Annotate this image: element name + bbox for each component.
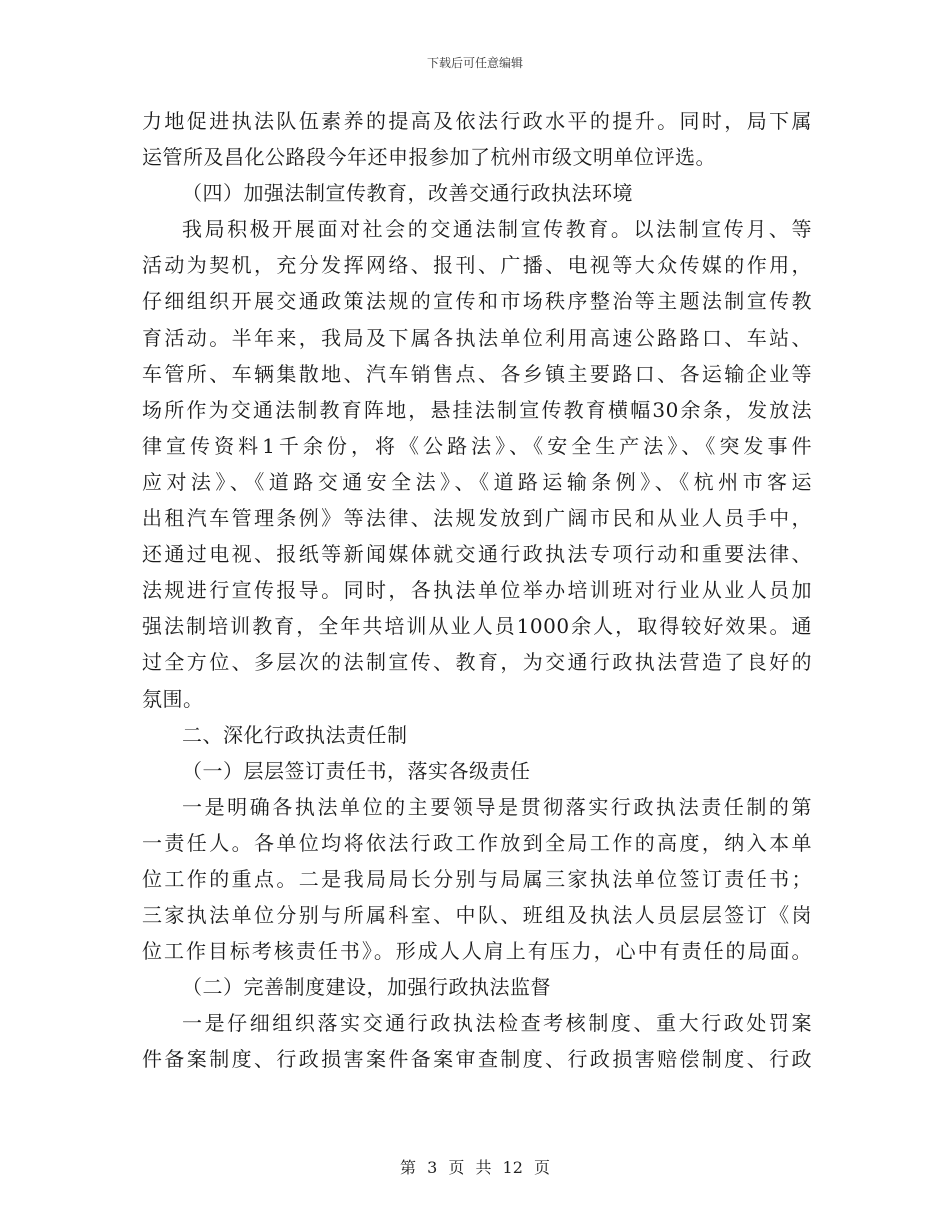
header-note: 下载后可任意编辑 (426, 56, 523, 70)
body-line: 律宣传资料1千余份，将《公路法》、《安全生产法》、《突发事件 (142, 433, 812, 458)
document-body (142, 103, 812, 1078)
body-line: 育活动。半年来，我局及下属各执法单位利用高速公路路口、车站、 (142, 325, 812, 350)
body-line: 还通过电视、报纸等新闻媒体就交通行政执法专项行动和重要法律、 (142, 542, 812, 567)
section-heading: （四）加强法制宣传教育，改善交通行政执法环境 (182, 181, 633, 206)
body-line: 位工作的重点。二是我局局长分别与局属三家执法单位签订责任书； (142, 866, 812, 891)
page-number: 第 3 页 共 12 页 (400, 1158, 550, 1177)
paragraph-first-line: 一是明确各执法单位的主要领导是贯彻落实行政执法责任制的第 (182, 794, 812, 819)
body-line: 车管所、车辆集散地、汽车销售点、各乡镇主要路口、各运输企业等 (142, 361, 812, 386)
body-line: 一责任人。各单位均将依法行政工作放到全局工作的高度，纳入本单 (142, 830, 812, 855)
body-line: 三家执法单位分别与所属科室、中队、班组及执法人员层层签订《岗 (142, 903, 812, 928)
section-heading: （二）完善制度建设，加强行政执法监督 (182, 975, 551, 1000)
body-line: 位工作目标考核责任书》。形成人人肩上有压力，心中有责任的局面。 (142, 939, 812, 964)
body-line: 运管所及昌化公路段今年还申报参加了杭州市级文明单位评选。 (142, 145, 716, 170)
body-line: 活动为契机，充分发挥网络、报刊、广播、电视等大众传媒的作用， (142, 253, 812, 278)
body-line: 氛围。 (142, 686, 204, 711)
section-heading: （一）层层签订责任书，落实各级责任 (182, 758, 531, 783)
body-line: 仔细组织开展交通政策法规的宣传和市场秩序整治等主题法制宣传教 (142, 289, 812, 314)
body-line: 力地促进执法队伍素养的提高及依法行政水平的提升。同时，局下属 (142, 109, 812, 133)
body-line: 件备案制度、行政损害案件备案审查制度、行政损害赔偿制度、行政 (142, 1047, 812, 1072)
paragraph-first-line: 一是仔细组织落实交通行政执法检查考核制度、重大行政处罚案 (182, 1011, 812, 1036)
body-line: 场所作为交通法制教育阵地，悬挂法制宣传教育横幅30余条，发放法 (142, 397, 812, 422)
body-line: 强法制培训教育，全年共培训从业人员1000余人，取得较好效果。通 (142, 614, 812, 639)
section-heading: 二、深化行政执法责任制 (182, 722, 408, 747)
body-line: 应对法》、《道路交通安全法》、《道路运输条例》、《杭州市客运 (142, 469, 812, 494)
body-line: 过全方位、多层次的法制宣传、教育，为交通行政执法营造了良好的 (142, 650, 812, 675)
body-line: 出租汽车管理条例》等法律、法规发放到广阔市民和从业人员手中， (142, 506, 812, 531)
body-line: 法规进行宣传报导。同时，各执法单位举办培训班对行业从业人员加 (142, 578, 812, 603)
paragraph-first-line: 我局积极开展面对社会的交通法制宣传教育。以法制宣传月、等 (182, 217, 812, 242)
